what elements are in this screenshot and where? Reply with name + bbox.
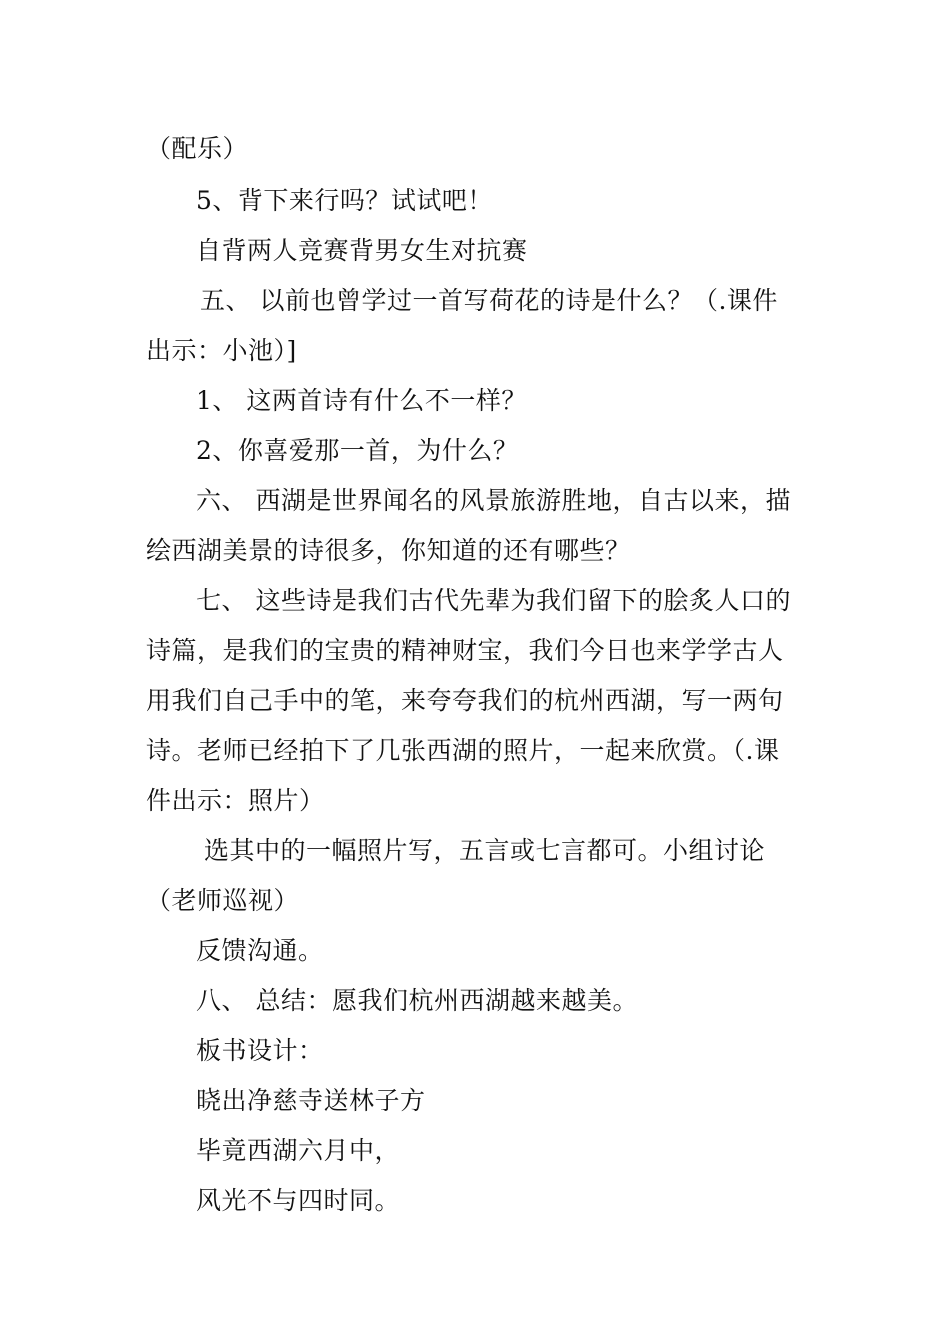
text-line: 风光不与四时同。 [196, 1186, 401, 1215]
text-line: 反馈沟通。 [196, 936, 324, 965]
text-line: 1、 这两首诗有什么不一样？ [196, 386, 527, 415]
text-line: 5、背下来行吗？试试吧！ [196, 186, 493, 215]
text-line: 诗。老师已经拍下了几张西湖的照片，一起来欣赏。（.课 [146, 736, 780, 765]
text-line: 七、 这些诗是我们古代先辈为我们留下的脍炙人口的 [196, 586, 791, 615]
text-line: 选其中的一幅照片写，五言或七言都可。小组讨论 [204, 836, 766, 865]
text-line: 诗篇，是我们的宝贵的精神财宝，我们今日也来学学古人 [146, 636, 784, 665]
text-line: 2、你喜爱那一首，为什么？ [196, 436, 519, 465]
text-line: 用我们自己手中的笔，来夸夸我们的杭州西湖，写一两句 [146, 686, 784, 715]
text-line: 自背两人竞赛背男女生对抗赛 [196, 236, 528, 265]
text-line: 板书设计： [196, 1036, 324, 1065]
text-line: 六、 西湖是世界闻名的风景旅游胜地，自古以来，描 [196, 486, 791, 515]
text-line: 绘西湖美景的诗很多，你知道的还有哪些？ [146, 536, 631, 565]
text-line: 晓出净慈寺送林子方 [196, 1086, 426, 1115]
text-line: （配乐） [146, 134, 249, 163]
text-line: 八、 总结：愿我们杭州西湖越来越美。 [196, 986, 638, 1015]
text-line: 毕竟西湖六月中， [196, 1136, 401, 1165]
text-line: 五、 以前也曾学过一首写荷花的诗是什么？（.课件 [200, 286, 778, 315]
text-line: 件出示：照片） [146, 786, 325, 815]
text-line: 出示：小池）] [146, 336, 297, 365]
text-line: （老师巡视） [146, 886, 300, 915]
